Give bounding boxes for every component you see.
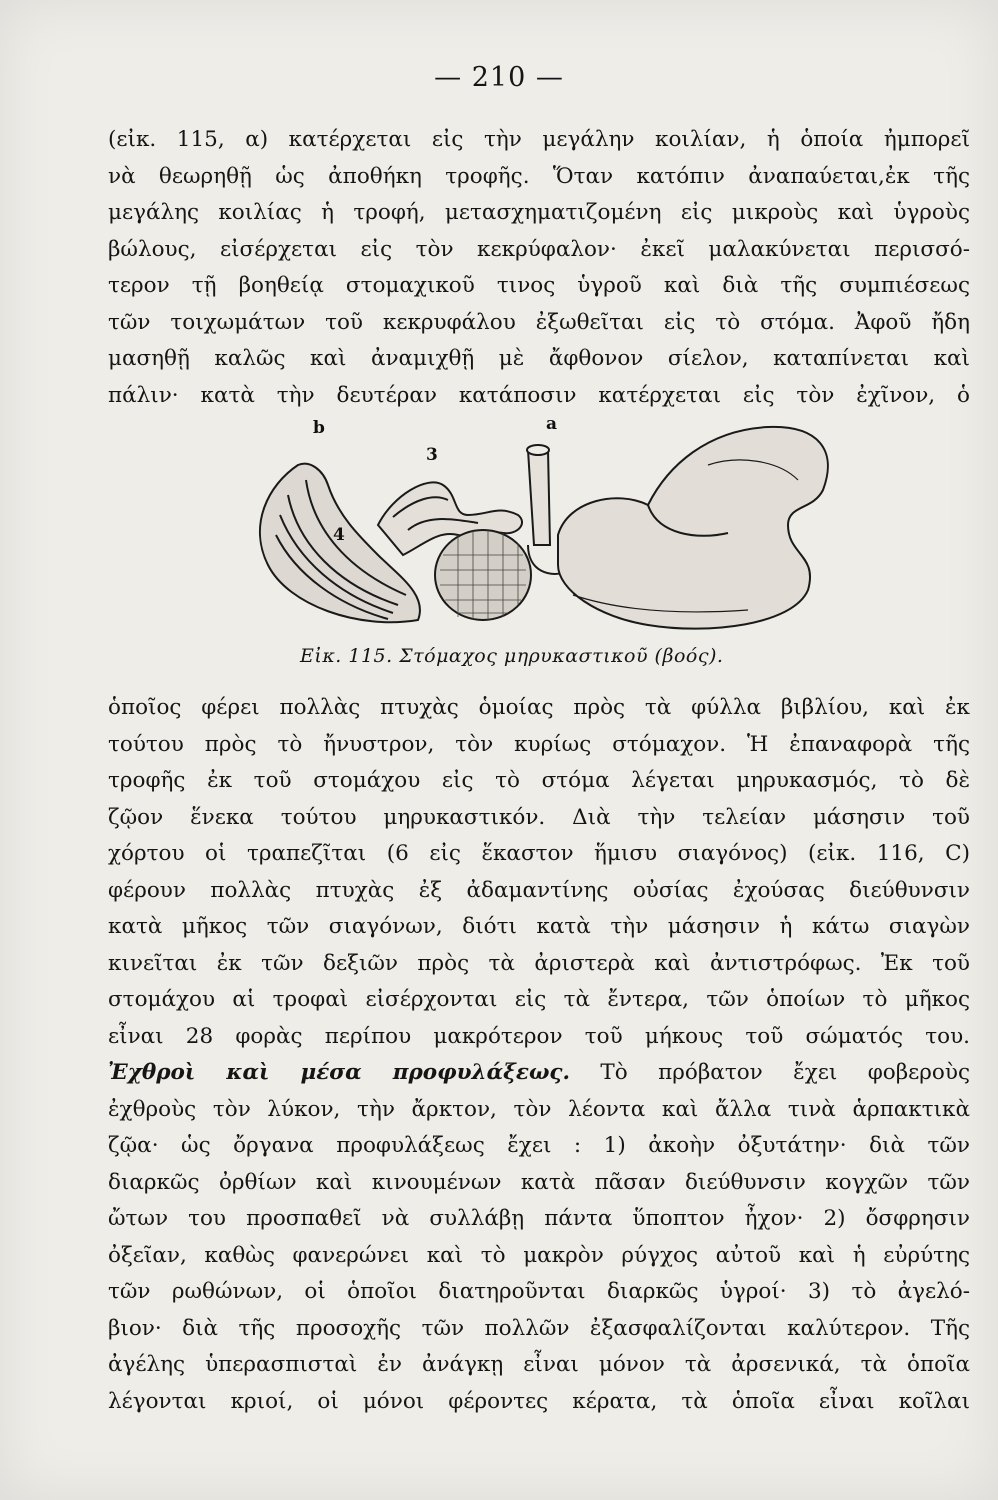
text-line: τερον τῇ βοηθείᾳ στομαχικοῦ τινος ὑγροῦ καὶ διὰ τῆς συμπιέσεως xyxy=(108,273,970,298)
text-line: νὰ θεωρηθῇ ὡς ἀποθήκη τροφῆς. Ὅταν κατόπιν ἀναπαύεται,ἐκ τῆς xyxy=(108,163,970,189)
section-heading: Ἐχθροὶ καὶ μέσα προφυλάξεως. xyxy=(108,1060,570,1085)
text-line: ὤτων του προσπαθεῖ νὰ συλλάβῃ πάντα ὕποπτον ἦχον· 2) ὄσφρησιν xyxy=(108,1206,970,1231)
text-line: κινεῖται ἐκ τῶν δεξιῶν πρὸς τὰ ἀριστερὰ καὶ ἀντιστρόφως. Ἐκ τοῦ xyxy=(108,950,970,976)
text-line: ὁποῖος φέρει πολλὰς πτυχὰς ὁμοίας πρὸς τὰ φύλλα βιβλίου, καὶ ἐκ xyxy=(108,695,970,720)
text-line: τροφῆς ἐκ τοῦ στομάχου εἰς τὸ στόμα λέγεται μηρυκασμός, τὸ δὲ xyxy=(108,768,970,793)
text-line: λέγονται κριοί, οἱ μόνοι φέροντες κέρατα, τὰ ὁποῖα εἶναι κοῖλαι xyxy=(108,1388,970,1414)
page-number: — 210 — xyxy=(434,62,564,93)
text-line: κατὰ μῆκος τῶν σιαγόνων, διότι κατὰ τὴν μάσησιν ἡ κάτω σιαγὼν xyxy=(108,914,970,939)
text-line: τούτου πρὸς τὸ ἤνυστρον, τὸν κυρίως στόμαχον. Ἡ ἐπαναφορὰ τῆς xyxy=(108,731,970,757)
text-line: φέρουν πολλὰς πτυχὰς ἐξ ἀδαμαντίνης οὐσίας ἐχούσας διεύθυνσιν xyxy=(108,877,970,903)
text-line: τῶν ρωθώνων, οἱ ὁποῖοι διατηροῦνται διαρκῶς ὑγροί· 3) τὸ ἀγελό- xyxy=(108,1279,970,1304)
reticulum-ball xyxy=(435,530,531,620)
esophagus-tube xyxy=(528,450,550,545)
text-line: ἀγέλης ὑπερασπισταὶ ἐν ἀνάγκῃ εἶναι μόνον τὰ ἀρσενικά, τὰ ὁποῖα xyxy=(108,1352,970,1377)
text-line: διαρκῶς ὀρθίων καὶ κινουμένων κατὰ πᾶσαν διεύθυνσιν κογχῶν τῶν xyxy=(108,1169,970,1195)
text-line: ζῷον ἕνεκα τούτου μηρυκαστικόν. Διὰ τὴν τελείαν μάσησιν τοῦ xyxy=(108,804,970,830)
text-line: βιον· διὰ τῆς προσοχῆς τῶν πολλῶν ἐξασφαλίζονται καλύτερον. Τῆς xyxy=(108,1315,970,1341)
label-3: 3 xyxy=(426,445,438,465)
text-line: τῶν τοιχωμάτων τοῦ κεκρυφάλου ἐξωθεῖται εἰς τὸ στόμα. Ἀφοῦ ἤδη xyxy=(108,309,970,335)
rumen-shape xyxy=(558,427,828,629)
paragraph-bottom xyxy=(108,690,970,1420)
text-line: μασηθῇ καλῶς καὶ ἀναμιχθῇ μὲ ἄφθονον σίελον, καταπίνεται καὶ xyxy=(108,346,970,371)
text-line: ζῷα· ὡς ὄργανα προφυλάξεως ἔχει : 1) ἀκοὴν ὀξυτάτην· διὰ τῶν xyxy=(108,1133,970,1158)
stomach-illustration xyxy=(228,405,848,640)
text-line: εἶναι 28 φορὰς περίπου μακρότερον τοῦ μήκους τοῦ σώματός του. xyxy=(108,1023,970,1049)
ruminant-stomach-drawing xyxy=(228,405,848,640)
text-line: στομάχου αἱ τροφαὶ εἰσέρχονται εἰς τὰ ἔντερα, τῶν ὁποίων τὸ μῆκος xyxy=(108,987,970,1012)
figure-caption: Εἰκ. 115. Στόμαχος μηρυκαστικοῦ (βοός). xyxy=(300,645,724,667)
text-line: ἐχθροὺς τὸν λύκον, τὴν ἄρκτον, τὸν λέοντα καὶ ἄλλα τινὰ ἁρπακτικὰ xyxy=(108,1096,970,1122)
paragraph-top xyxy=(108,122,970,414)
text-line: χόρτου οἱ τραπεζῖται (6 εἰς ἕκαστον ἥμισυ σιαγόνος) (εἰκ. 116, C) xyxy=(108,841,970,866)
heading-continuation: Τὸ πρόβατον ἔχει φοβεροὺς xyxy=(570,1060,970,1085)
text-line: βώλους, εἰσέρχεται εἰς τὸν κεκρύφαλον· ἐκεῖ μαλακύνεται περισσό- xyxy=(108,236,970,262)
label-a: a xyxy=(546,414,558,434)
section-heading-line xyxy=(108,1055,970,1092)
text-line: (εἰκ. 115, α) κατέρχεται εἰς τὴν μεγάλην κοιλίαν, ἡ ὁποία ἠμπορεῖ xyxy=(108,127,970,152)
label-4: 4 xyxy=(333,525,345,545)
label-b: b xyxy=(313,418,325,438)
text-line: μεγάλης κοιλίας ἡ τροφή, μετασχηματιζομένη εἰς μικροὺς καὶ ὑγροὺς xyxy=(108,200,970,225)
text-line: ὀξεῖαν, καθὼς φανερώνει καὶ τὸ μακρὸν ρύγχος αὐτοῦ καὶ ἡ εὐρύτης xyxy=(108,1242,970,1268)
text-line: πάλιν· κατὰ τὴν δευτέραν κατάποσιν κατέρχεται εἰς τὸν ἐχῖνον, ὁ xyxy=(108,382,970,408)
